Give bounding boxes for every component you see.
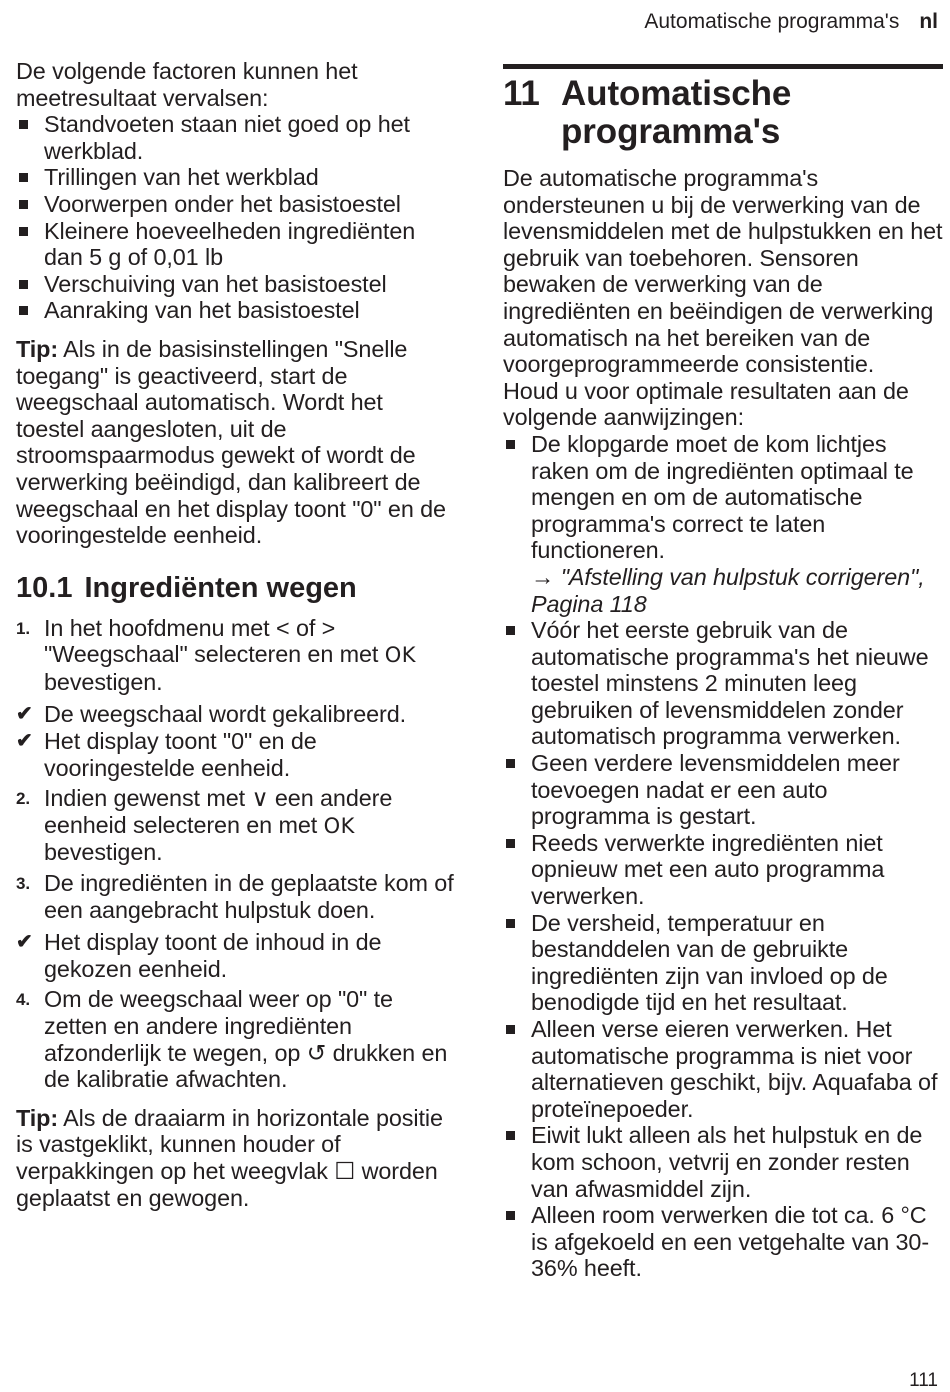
list-item-text: De klopgarde moet de kom lichtjes raken om de ingrediënten optimaal te mengen en om de automatische programma's correct te laten functioneren.	[531, 430, 914, 564]
language-code: nl	[919, 10, 938, 33]
chapter-title: Automatische programma's	[561, 74, 792, 151]
step-text: De ingrediënten in de geplaatste kom of een aangebracht hulpstuk doen.	[44, 870, 454, 923]
ok-key-label: OK	[323, 813, 355, 838]
step-text: Indien gewenst met	[44, 785, 246, 812]
tip-paragraph	[16, 336, 456, 549]
check-icon: ✔	[16, 730, 33, 753]
list-item: Alleen verse eieren verwerken. Het automatische programma is niet voor alternatieven geschikt, bijv. Aquafaba of proteïnepoeder.	[503, 1016, 943, 1122]
left-column	[16, 58, 456, 1211]
step-number: 4.	[16, 990, 30, 1010]
right-column	[503, 64, 943, 1282]
running-section-title: Automatische programma's	[644, 10, 900, 33]
chevron-down-icon: ∨	[251, 785, 269, 812]
result-1	[16, 701, 456, 728]
check-icon: ✔	[16, 703, 33, 726]
step-2	[16, 785, 456, 866]
tip-paragraph	[16, 1105, 456, 1211]
result-text: De weegschaal wordt gekalibreerd.	[44, 701, 407, 728]
tip-text: worden geplaatst en gewogen.	[16, 1157, 438, 1211]
ok-key-label: OK	[384, 643, 417, 668]
cross-reference-link[interactable]: → "Afstelling van hulpstuk corrigeren", Pagina 118	[531, 563, 925, 617]
step-text: een andere eenheid selecteren en met	[44, 785, 393, 838]
result-3	[16, 929, 456, 982]
tip-label: Tip:	[16, 1104, 59, 1131]
chapter-rule	[503, 64, 943, 69]
step-text: bevestigen.	[44, 668, 163, 695]
scale-surface-icon: ☐	[334, 1157, 356, 1184]
body-paragraph: Houd u voor optimale resultaten aan de volgende aanwijzingen:	[503, 377, 909, 431]
list-item: Standvoeten staan niet goed op het werkblad.	[16, 111, 456, 164]
list-item: Trillingen van het werkblad	[16, 164, 456, 191]
list-item: Voorwerpen onder het basistoestel	[16, 191, 456, 218]
step-number: 1.	[16, 618, 30, 638]
list-item: Eiwit lukt alleen als het hulpstuk en de kom schoon, vetvrij en zonder resten van afwasmiddel zijn.	[503, 1122, 943, 1202]
step-text: Om de weegschaal weer op "0" te zetten en andere ingrediënten afzonderlijk te wegen, op	[44, 986, 393, 1066]
step-text: In het hoofdmenu met	[44, 614, 270, 641]
step-text: drukken en de kalibratie afwachten.	[44, 1039, 448, 1093]
list-item: Reeds verwerkte ingrediënten niet opnieuw met een auto programma verwerken.	[503, 830, 943, 910]
section-number: 10.1	[16, 571, 73, 604]
list-item: Verschuiving van het basistoestel	[16, 271, 456, 298]
list-item: Aanraking van het basistoestel	[16, 297, 456, 324]
result-text: Het display toont de inhoud in de gekozen eenheid.	[44, 929, 382, 982]
instruction-list	[503, 431, 943, 1282]
step-text: "Weegschaal" selecteren en met	[44, 641, 379, 668]
intro-text: De volgende factoren kunnen het meetresultaat vervalsen:	[16, 58, 358, 111]
tip-text: Als in de basisinstellingen "Snelle toegang" is geactiveerd, start de weegschaal automatisch. Wordt het toestel aangesloten, uit de stroomspaarmodus gewekt of wordt de verwerking beëindigd, dan kalibreert de weegschaal en het display toont "0" en de vooringestelde eenheid.	[16, 335, 446, 549]
chapter-heading	[503, 75, 943, 151]
step-text: of	[295, 614, 316, 641]
page-header	[644, 9, 938, 35]
section-title: Ingrediënten wegen	[84, 571, 357, 604]
factor-list	[16, 111, 456, 324]
step-number: 3.	[16, 874, 30, 894]
list-item: Geen verdere levensmiddelen meer toevoegen nadat er een auto programma is gestart.	[503, 750, 943, 830]
section-heading	[16, 571, 456, 605]
result-text: Het display toont "0" en de vooringestelde eenheid.	[44, 728, 317, 781]
body-paragraph: De automatische programma's ondersteunen u bij de verwerking van de levensmiddelen met de hulpstukken en het gebruik van toebehoren. Sensoren bewaken de verwerking van de ingrediënten en beëindigen de verwerking automatisch na het bereiken van de voorgeprogrammeerde consistentie.	[503, 165, 943, 378]
chevron-left-icon: <	[275, 614, 290, 641]
step-3	[16, 870, 456, 923]
list-item: Kleinere hoeveelheden ingrediënten dan 5 g of 0,01 lb	[16, 218, 456, 271]
step-number: 2.	[16, 789, 30, 809]
result-2	[16, 728, 456, 781]
tip-label: Tip:	[16, 335, 59, 362]
chevron-right-icon: >	[321, 614, 336, 641]
chapter-number: 11	[503, 74, 540, 113]
list-item: Vóór het eerste gebruik van de automatische programma's het nieuwe toestel minstens 2 minuten leeg gebruiken of levensmiddelen zonder automatisch programma verwerken.	[503, 617, 943, 750]
step-text: bevestigen.	[44, 839, 163, 866]
list-item: De versheid, temperatuur en bestanddelen van de gebruikte ingrediënten zijn van invloed op de benodigde tijd en het resultaat.	[503, 910, 943, 1016]
list-item: Alleen room verwerken die tot ca. 6 °C is afgekoeld en een vetgehalte van 30-36% heeft.	[503, 1202, 943, 1282]
step-4	[16, 986, 456, 1092]
check-icon: ✔	[16, 931, 33, 954]
page-number: 111	[909, 1370, 938, 1391]
step-1	[16, 615, 456, 696]
reset-icon: ↺	[306, 1039, 327, 1066]
list-item	[503, 431, 943, 617]
tip-text: Als de draaiarm in horizontale positie is vastgeklikt, kunnen houder of verpakkingen op het weegvlak	[16, 1104, 443, 1184]
